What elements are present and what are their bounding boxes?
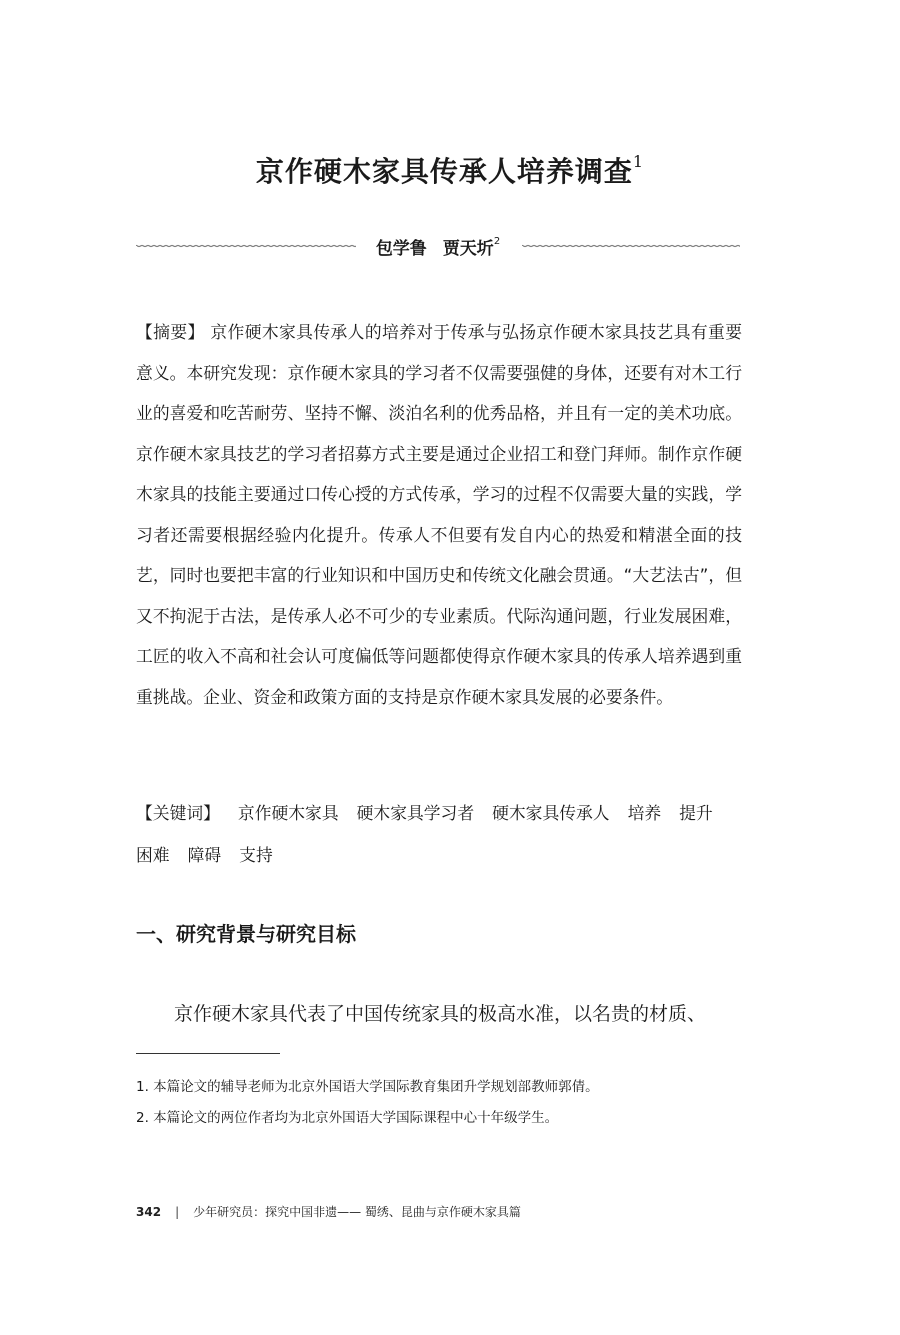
body-paragraph: 京作硬木家具代表了中国传统家具的极高水准，以名贵的材质、 [174, 1003, 707, 1025]
abstract-text: 京作硬木家具传承人的培养对于传承与弘扬京作硬木家具技艺具有重要意义。本研究发现：京作硬木家具的学习者不仅需要强健的身体，还要有对木工行业的喜爱和吃苦耐劳、坚持不懈、淡泊名利的优秀品格，并且有一定的美术功底。京作硬木家具技艺的学习者招募方式主要是通过企业招工和登门拜师。制作京作硬木家具的技能主要通过口传心授的方式传承，学习的过程不仅需要大量的实践，学习者还需要根据经验内化提升。传承人不但要有发自内心的热爱和精湛全面的技艺，同时也要把丰富的行业知识和中国历史和传统文化融会贯通。“大艺法古”，但又不拘泥于古法，是传承人必不可少的专业素质。代际沟通问题，行业发展困难，工匠的收入不高和社会认可度偏低等问题都使得京作硬木家具的传承人培养遇到重重挑战。企业、资金和政策方面的支持是京作硬木家具发展的必要条件。 [136, 322, 742, 707]
keywords-label: 【关键词】 [136, 803, 220, 823]
decorative-wave-right [522, 244, 740, 248]
abstract-block [136, 312, 742, 717]
keywords-block [136, 792, 742, 876]
book-title: 少年研究员：探究中国非遗—— 蜀绣、昆曲与京作硬木家具篇 [193, 1205, 521, 1219]
keyword-item: 支持 [239, 845, 273, 865]
page-footer [136, 1203, 521, 1220]
keyword-item: 京作硬木家具 [237, 803, 339, 823]
keyword-item: 硬木家具学习者 [356, 803, 475, 823]
paper-title [0, 150, 900, 190]
keyword-item: 硬木家具传承人 [492, 803, 610, 823]
section-heading: 一、研究背景与研究目标 [136, 922, 356, 946]
keyword-item: 障碍 [187, 845, 222, 865]
title-footnote-mark: 1 [632, 151, 645, 171]
keyword-item: 培养 [627, 803, 662, 823]
abstract-label: 【摘要】 [136, 322, 205, 342]
footnote-2: 2. 本篇论文的两位作者均为北京外国语大学国际课程中心十年级学生。 [136, 1110, 559, 1126]
footnotes [136, 1072, 756, 1134]
footnote-divider [136, 1053, 280, 1054]
footnote-1: 1. 本篇论文的辅导老师为北京外国语大学国际教育集团升学规划部教师郭倩。 [136, 1079, 599, 1095]
author-name-2: 贾天圻 [442, 239, 494, 259]
author-row [136, 232, 740, 260]
author-footnote-mark: 2 [493, 236, 501, 248]
keyword-item: 提升 [679, 803, 713, 823]
footer-separator: | [175, 1205, 180, 1219]
page-number: 342 [136, 1205, 162, 1219]
author-name-1: 包学鲁 [375, 239, 427, 259]
keyword-item: 困难 [136, 845, 170, 865]
paper-title-text: 京作硬木家具传承人培养调查 [255, 155, 633, 188]
